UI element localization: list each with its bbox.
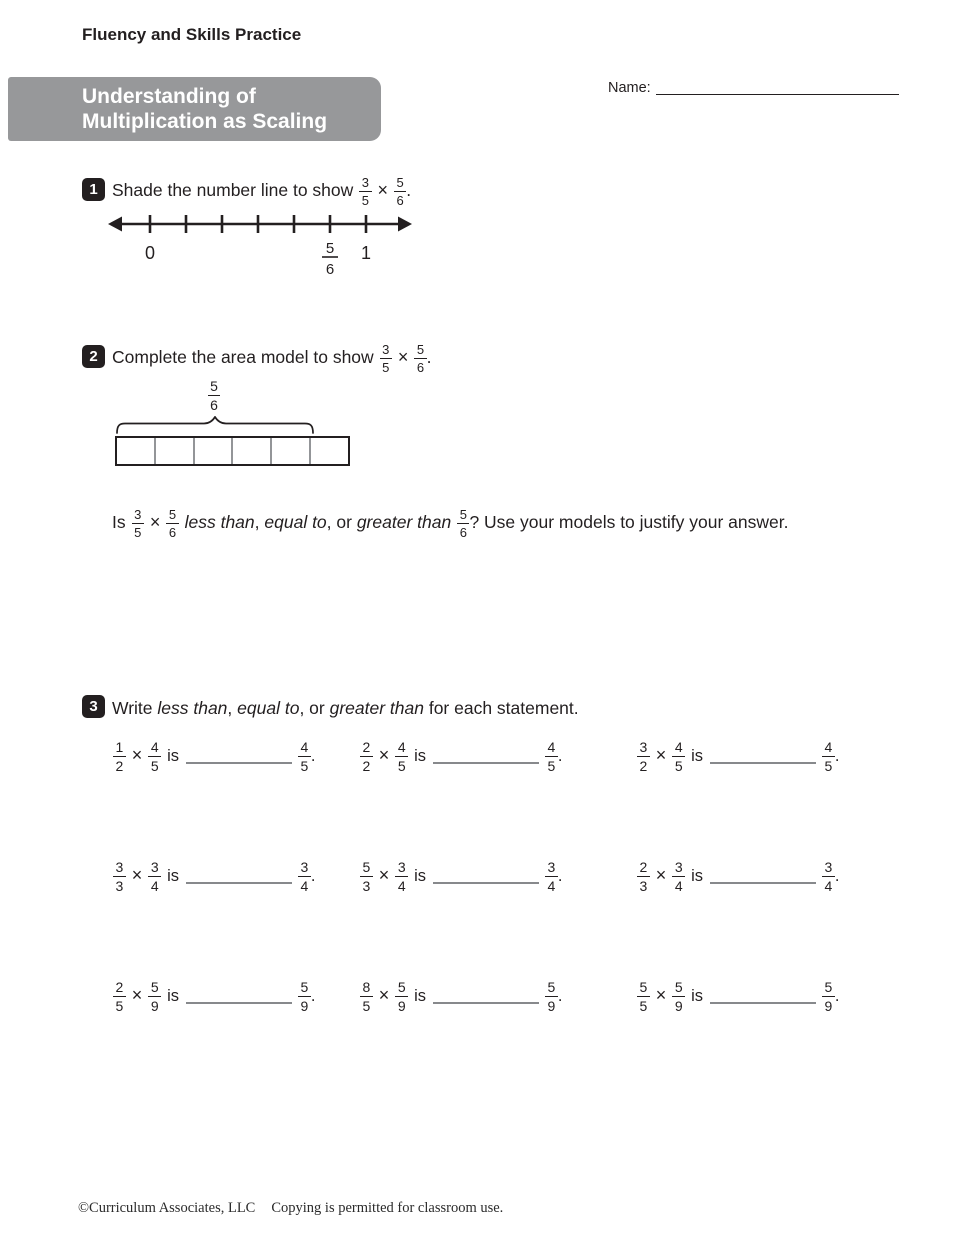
times-sign: × [131, 745, 143, 765]
multiplicand-fraction: $\frac{4}{5}$ [148, 740, 161, 773]
times-sign: × [655, 865, 667, 885]
separator-text: , or [326, 512, 357, 532]
prompt-text: Write [112, 698, 158, 718]
result-fraction: $\frac{5}{9}$ [545, 980, 558, 1013]
phrase-equal-to: equal to [264, 512, 327, 532]
scaling-statement [113, 733, 360, 778]
scaling-statement [360, 973, 637, 1018]
multiplicand-fraction: $\frac{5}{9}$ [395, 980, 408, 1013]
result-fraction: $\frac{5}{9}$ [298, 980, 311, 1013]
sentence-period: . [557, 867, 563, 885]
sentence-period: . [557, 747, 563, 765]
scaling-statement [637, 853, 839, 898]
sentence-period: . [406, 180, 412, 200]
factor-fraction: $\frac{5}{5}$ [637, 980, 650, 1013]
is-word: is [691, 867, 704, 885]
fraction: $\frac{5}{6}$ [394, 176, 406, 207]
number-line[interactable] [107, 206, 413, 282]
fraction: $\frac{5}{6}$ [166, 508, 178, 539]
question-text: ? Use your models to justify your answer. [469, 512, 789, 532]
factor-fraction: $\frac{1}{2}$ [113, 740, 126, 773]
prompt-text: for each statement. [423, 698, 579, 718]
phrase-less-than: less than [157, 698, 228, 718]
is-word: is [414, 987, 427, 1005]
problem-2-question [112, 504, 788, 540]
statement-row [113, 733, 839, 777]
area-model-cell[interactable] [156, 438, 195, 464]
title-banner [8, 77, 381, 141]
times-sign: × [655, 985, 667, 1005]
area-model-cell[interactable] [195, 438, 234, 464]
statement-row [113, 853, 839, 897]
times-sign: × [378, 745, 390, 765]
is-word: is [167, 747, 180, 765]
is-word: is [691, 747, 704, 765]
answer-blank[interactable] [186, 882, 292, 884]
multiplicand-fraction: $\frac{3}{4}$ [672, 860, 685, 893]
question-text: Is [112, 512, 126, 532]
footer-permission: Copying is permitted for classroom use. [271, 1200, 504, 1216]
factor-fraction: $\frac{3}{3}$ [113, 860, 126, 893]
footer-copyright: ©Curriculum Associates, LLC [78, 1200, 256, 1216]
area-model[interactable] [115, 436, 350, 466]
area-model-cell[interactable] [233, 438, 272, 464]
problem-2-badge: 2 [82, 345, 105, 368]
result-fraction: $\frac{4}{5}$ [822, 740, 835, 773]
fraction: $\frac{5}{6}$ [414, 343, 426, 374]
problem-3-prompt [112, 690, 579, 726]
problem-2-prompt [112, 339, 432, 375]
is-word: is [414, 747, 427, 765]
scaling-statement [113, 973, 360, 1018]
answer-blank[interactable] [433, 882, 539, 884]
fraction: $\frac{3}{5}$ [380, 343, 392, 374]
tick-label-frac-numerator: 5 [325, 240, 335, 257]
times-sign: × [397, 347, 409, 367]
factor-fraction: $\frac{2}{3}$ [637, 860, 650, 893]
title-line-2: Multiplication as Scaling [82, 110, 328, 133]
phrase-greater-than: greater than [356, 512, 452, 532]
result-fraction: $\frac{3}{4}$ [822, 860, 835, 893]
area-model-cell[interactable] [311, 438, 348, 464]
problem-1-prompt-text: Shade the number line to show [112, 180, 354, 200]
is-word: is [691, 987, 704, 1005]
multiplicand-fraction: $\frac{4}{5}$ [395, 740, 408, 773]
sentence-period: . [426, 347, 432, 367]
times-sign: × [378, 985, 390, 1005]
sentence-period: . [310, 747, 316, 765]
name-row [608, 80, 899, 96]
footer [78, 1200, 503, 1217]
fraction: $\frac{3}{5}$ [132, 508, 144, 539]
fraction: $\frac{5}{6}$ [208, 379, 221, 412]
problem-1-prompt [112, 172, 411, 208]
factor-fraction: $\frac{8}{5}$ [360, 980, 373, 1013]
times-sign: × [131, 985, 143, 1005]
brace-icon [116, 416, 314, 434]
statement-row [113, 973, 839, 1017]
left-arrow-icon [108, 217, 122, 232]
area-model-cell[interactable] [117, 438, 156, 464]
result-fraction: $\frac{3}{4}$ [298, 860, 311, 893]
times-sign: × [655, 745, 667, 765]
times-sign: × [378, 865, 390, 885]
result-fraction: $\frac{3}{4}$ [545, 860, 558, 893]
scaling-statement [113, 853, 360, 898]
separator-text: , [254, 512, 265, 532]
scaling-statement [637, 733, 839, 778]
problem-2-prompt-text: Complete the area model to show [112, 347, 374, 367]
sentence-period: . [834, 867, 840, 885]
fraction: $\frac{3}{5}$ [359, 176, 371, 207]
sentence-period: . [834, 747, 840, 765]
title-line-1: Understanding of [82, 85, 256, 108]
separator-text: , or [299, 698, 330, 718]
answer-blank[interactable] [710, 882, 816, 884]
answer-blank[interactable] [433, 762, 539, 764]
sentence-period: . [557, 987, 563, 1005]
scaling-statement [360, 733, 637, 778]
tick-label-zero: 0 [144, 243, 156, 263]
name-input-line[interactable] [656, 94, 899, 95]
times-sign: × [149, 512, 161, 532]
name-label: Name: [608, 80, 651, 96]
factor-fraction: $\frac{3}{2}$ [637, 740, 650, 773]
sentence-period: . [834, 987, 840, 1005]
answer-blank[interactable] [710, 1002, 816, 1004]
scaling-statement [360, 853, 637, 898]
right-arrow-icon [398, 217, 412, 232]
area-model-cell[interactable] [272, 438, 311, 464]
problem-3-badge: 3 [82, 695, 105, 718]
multiplicand-fraction: $\frac{3}{4}$ [395, 860, 408, 893]
statements-grid [113, 733, 839, 1093]
scaling-statement [637, 973, 839, 1018]
page-eyebrow: Fluency and Skills Practice [82, 25, 302, 44]
multiplicand-fraction: $\frac{5}{9}$ [148, 980, 161, 1013]
sentence-period: . [310, 867, 316, 885]
is-word: is [167, 867, 180, 885]
factor-fraction: $\frac{2}{2}$ [360, 740, 373, 773]
phrase-greater-than: greater than [329, 698, 424, 718]
answer-blank[interactable] [433, 1002, 539, 1004]
phrase-less-than: less than [184, 512, 255, 532]
tick-label-frac-denominator: 6 [325, 261, 335, 278]
tick-label-one: 1 [360, 243, 372, 263]
result-fraction: $\frac{4}{5}$ [545, 740, 558, 773]
problem-1-badge: 1 [82, 178, 105, 201]
is-word: is [414, 867, 427, 885]
result-fraction: $\frac{4}{5}$ [298, 740, 311, 773]
multiplicand-fraction: $\frac{3}{4}$ [148, 860, 161, 893]
separator-text: , [227, 698, 238, 718]
multiplicand-fraction: $\frac{5}{9}$ [672, 980, 685, 1013]
times-sign: × [131, 865, 143, 885]
sentence-period: . [310, 987, 316, 1005]
result-fraction: $\frac{5}{9}$ [822, 980, 835, 1013]
fraction: $\frac{5}{6}$ [457, 508, 469, 539]
factor-fraction: $\frac{5}{3}$ [360, 860, 373, 893]
answer-blank[interactable] [710, 762, 816, 764]
times-sign: × [377, 180, 389, 200]
answer-blank[interactable] [186, 762, 292, 764]
phrase-equal-to: equal to [237, 698, 300, 718]
brace-label [199, 379, 229, 412]
multiplicand-fraction: $\frac{4}{5}$ [672, 740, 685, 773]
answer-blank[interactable] [186, 1002, 292, 1004]
factor-fraction: $\frac{2}{5}$ [113, 980, 126, 1013]
is-word: is [167, 987, 180, 1005]
